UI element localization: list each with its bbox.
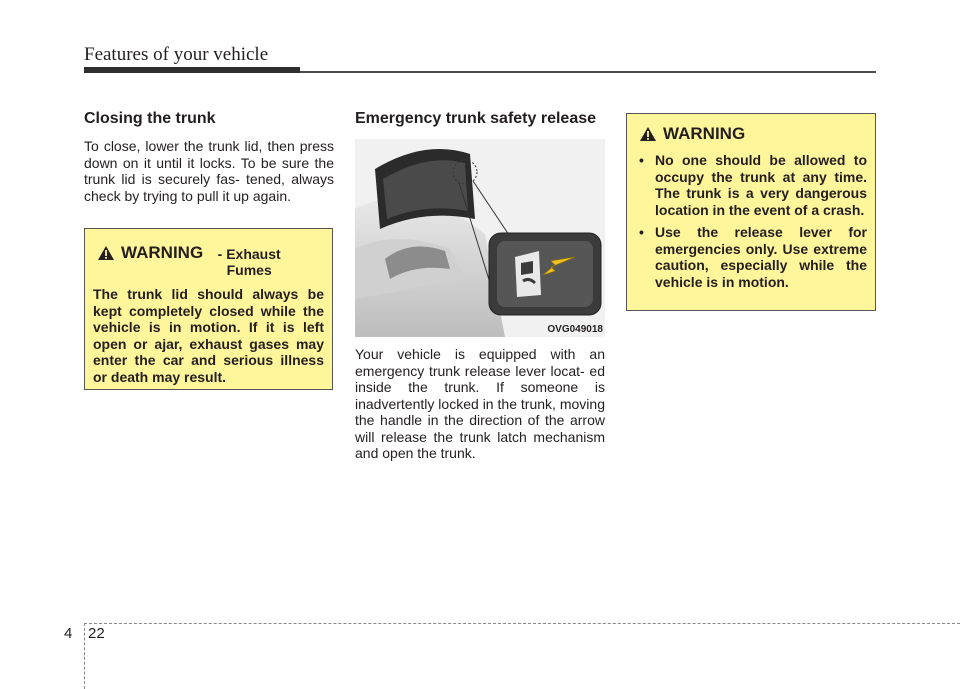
- footer-rule: [84, 623, 960, 624]
- warning-word: WARNING: [663, 124, 746, 143]
- warning-text: The trunk lid should always be kept completely closed while the vehicle is in motion. If it is left open or ajar, exhaust gases may enter the car and serious illness or death may result.: [93, 286, 324, 385]
- figure-code: OVG049018: [547, 324, 603, 335]
- warning-list: [635, 152, 867, 290]
- warning-triangle-icon: [97, 245, 115, 261]
- emergency-section: [355, 110, 605, 138]
- header-rule-accent: [84, 67, 300, 73]
- warning-box-release: [626, 113, 876, 311]
- emergency-body-wrap: [355, 346, 605, 462]
- closing-body: To close, lower the trunk lid, then press down on it until it locks. To be sure the trunk lid is securely fas- tened, always check by trying to pull it up again.: [84, 138, 334, 204]
- warning-item: • Use the release lever for emergencies only. Use extreme caution, especially while the vehicle is in motion.: [635, 224, 867, 290]
- warning-item: • No one should be allowed to occupy the trunk at any time. The trunk is a very dangerous location in the event of a crash.: [635, 152, 867, 218]
- section-number: 4: [64, 625, 73, 642]
- warning-triangle-icon: [639, 126, 657, 142]
- trunk-illustration: [355, 139, 605, 337]
- page-number: 22: [88, 625, 105, 642]
- emergency-heading: Emergency trunk safety release: [355, 110, 597, 127]
- warning-box-exhaust: [84, 228, 333, 390]
- warning-subtitle: - Exhaust Fumes: [217, 246, 281, 278]
- header-title: Features of your vehicle: [84, 44, 269, 65]
- warning-word: WARNING: [121, 243, 204, 262]
- emergency-body: Your vehicle is equipped with an emergency trunk release lever locat- ed inside the trunk. If someone is inadvertently locked in the trunk, moving the handle in the direction of the arrow will release the trunk latch mechanism and open the trunk.: [355, 346, 605, 461]
- trunk-release-figure: [355, 139, 605, 337]
- closing-section: [84, 110, 334, 204]
- closing-heading: Closing the trunk: [84, 110, 216, 127]
- footer-rule-vertical: [84, 623, 85, 689]
